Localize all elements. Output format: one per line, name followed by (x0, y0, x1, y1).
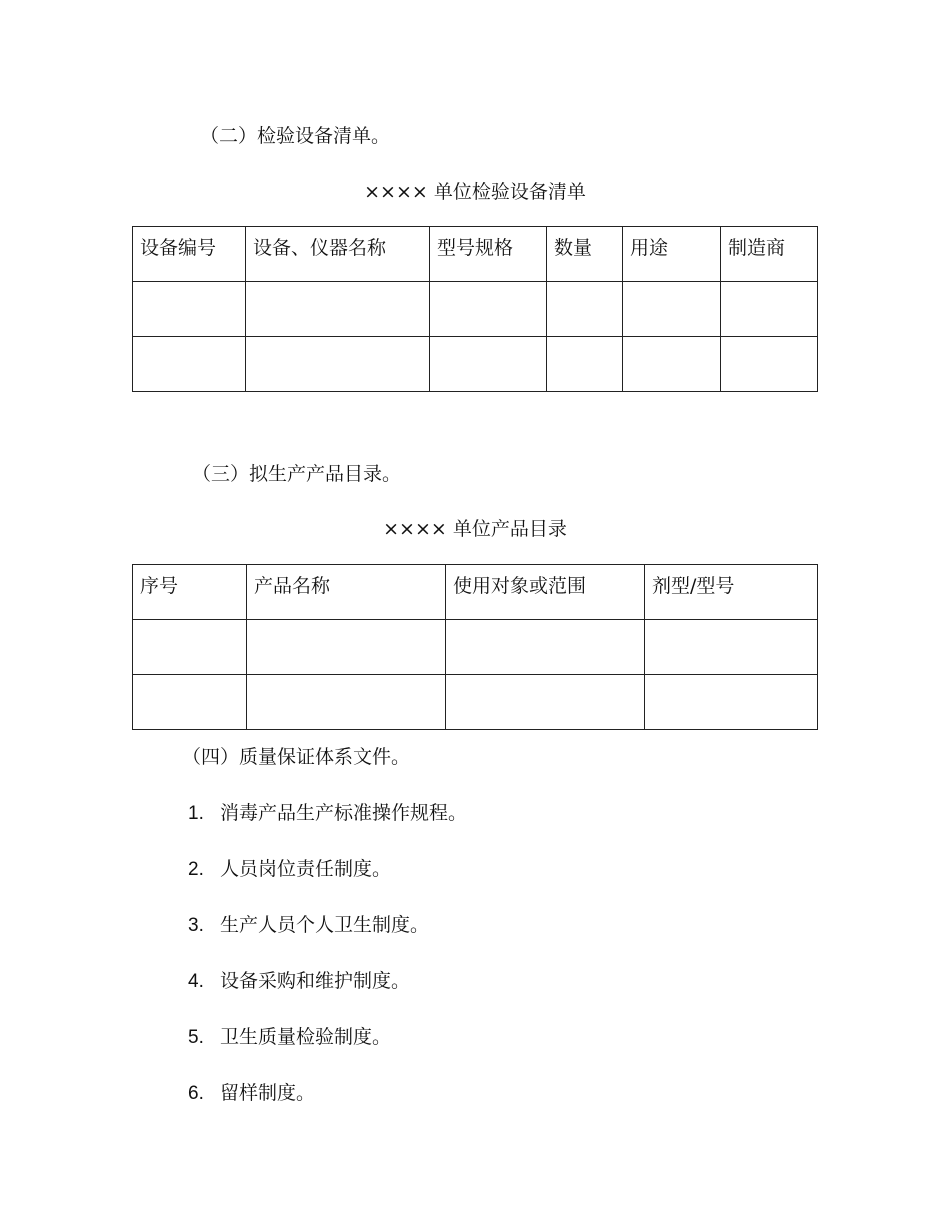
list-item-text: 卫生质量检验制度。 (220, 1026, 392, 1048)
list-item (188, 913, 429, 938)
equipment-table (132, 226, 818, 392)
table-row (133, 675, 818, 730)
column-header: 设备编号 (133, 227, 246, 282)
table-cell (446, 620, 645, 675)
column-header: 制造商 (721, 227, 818, 282)
list-item (188, 1081, 315, 1106)
table-cell (721, 282, 818, 337)
equipment-table-title: ×××× 单位检验设备清单 (364, 181, 586, 203)
list-item-text: 留样制度。 (220, 1082, 316, 1104)
product-table (132, 564, 818, 730)
table-cell (547, 337, 623, 392)
table-cell (547, 282, 623, 337)
table-cell (721, 337, 818, 392)
table-cell (430, 337, 547, 392)
table-cell (246, 337, 430, 392)
list-item-number: 3. (188, 915, 204, 936)
table-cell (623, 337, 721, 392)
table-cell (247, 675, 446, 730)
table-row (133, 337, 818, 392)
list-item (188, 969, 410, 994)
list-item-text: 人员岗位责任制度。 (220, 858, 392, 880)
list-item-number: 2. (188, 859, 204, 880)
list-item-text: 设备采购和维护制度。 (220, 970, 411, 992)
column-header: 用途 (623, 227, 721, 282)
list-item-text: 消毒产品生产标准操作规程。 (220, 802, 468, 824)
table-cell (246, 282, 430, 337)
list-item (188, 857, 391, 882)
section-3-heading: （三）拟生产产品目录。 (192, 463, 402, 485)
column-header: 序号 (133, 565, 247, 620)
list-item-number: 4. (188, 971, 204, 992)
table-row (133, 620, 818, 675)
column-header: 型号规格 (430, 227, 547, 282)
column-header: 设备、仪器名称 (246, 227, 430, 282)
column-header: 使用对象或范围 (446, 565, 645, 620)
section-2-heading: （二）检验设备清单。 (200, 125, 391, 147)
section-4-heading: （四）质量保证体系文件。 (182, 746, 411, 768)
table-header-row (133, 227, 818, 282)
list-item (188, 1025, 391, 1050)
table-cell (645, 675, 818, 730)
table-cell (133, 282, 246, 337)
table-cell (446, 675, 645, 730)
table-row (133, 282, 818, 337)
table-cell (133, 620, 247, 675)
table-header-row (133, 565, 818, 620)
table-cell (247, 620, 446, 675)
column-header: 数量 (547, 227, 623, 282)
table-cell (645, 620, 818, 675)
list-item (188, 801, 467, 826)
table-cell (430, 282, 547, 337)
list-item-number: 1. (188, 803, 204, 824)
column-header: 产品名称 (247, 565, 446, 620)
product-table-title: ×××× 单位产品目录 (383, 518, 567, 540)
column-header: 剂型/型号 (645, 565, 818, 620)
table-cell (623, 282, 721, 337)
list-item-number: 5. (188, 1027, 204, 1048)
list-item-number: 6. (188, 1083, 204, 1104)
table-cell (133, 675, 247, 730)
table-cell (133, 337, 246, 392)
list-item-text: 生产人员个人卫生制度。 (220, 914, 430, 936)
